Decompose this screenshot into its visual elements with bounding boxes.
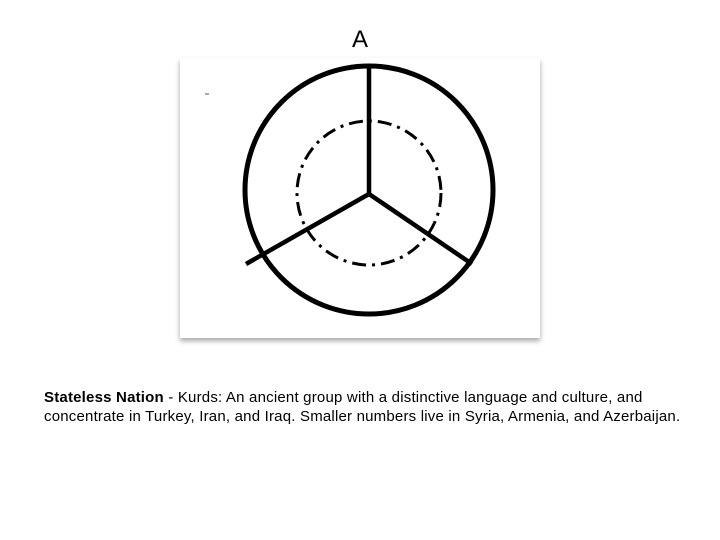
- divider-right: [369, 194, 472, 264]
- caption-body: - Kurds: An ancient group with a distinctive language and culture, and concentrate in Turkey, Iran, and Iraq. Smaller numbers live in Syria, Armenia, and Azerbaijan.: [44, 389, 681, 425]
- slide-title: A: [351, 26, 368, 53]
- caption-term: Stateless Nation: [44, 389, 164, 406]
- diagram-image: [180, 58, 540, 338]
- three-sector-circle-diagram: [180, 58, 540, 338]
- divider-left: [246, 194, 369, 264]
- caption-text: [44, 388, 684, 426]
